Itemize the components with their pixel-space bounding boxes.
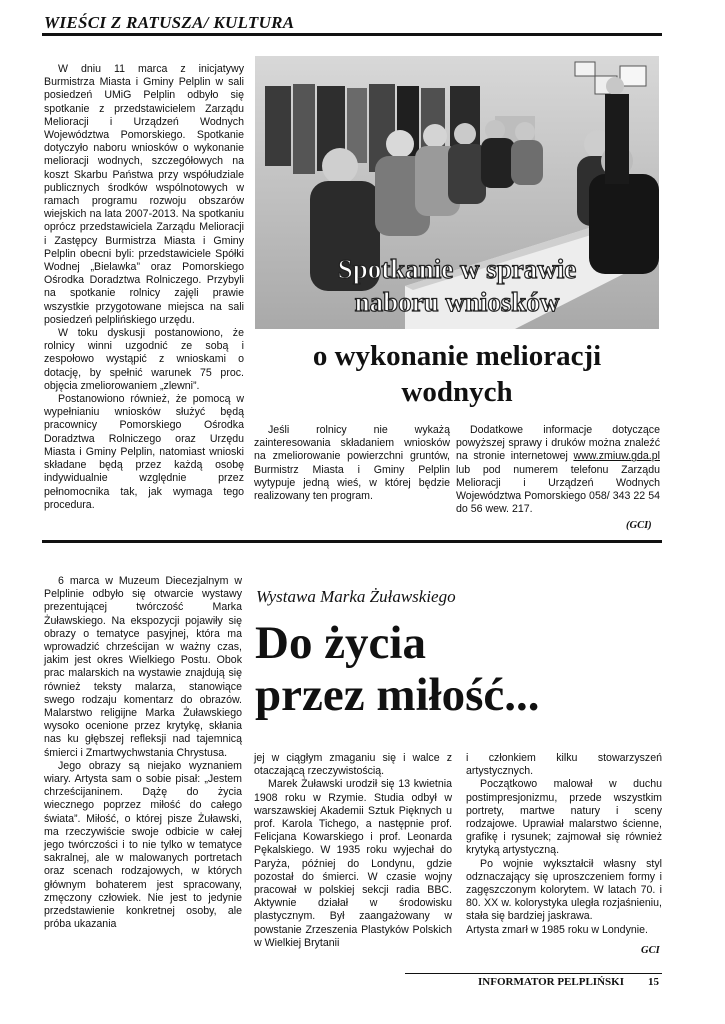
meeting-photo [255, 56, 659, 329]
text: Dodatkowe informacje dotyczące powyższej sprawy i druków można znaleźć na stronie internetowej [456, 424, 660, 463]
title-line1: Do życia [255, 617, 426, 669]
article2-signature: GCI [641, 945, 660, 956]
photo-caption-line2: naboru wniosków [354, 287, 560, 317]
publication-name: INFORMATOR PELPLIŃSKI [478, 976, 624, 988]
article1-headline [255, 338, 659, 410]
page-number: 15 [648, 976, 659, 988]
paragraph: Początkowo malował w duchu postimpresjonizmu, przede wszystkim portrety, martwe natury i sceny rodzajowe. Uprawiał malarstwo ścienne, grafikę i rysunek; zajmował się również krytyką artystyczną. [466, 778, 662, 857]
paragraph: W dniu 11 marca z inicjatywy Burmistrza Miasta i Gminy Pelplin w sali posiedzeń UMiG Pelplin odbyło się spotkanie z przedstawicielem Zarządu Melioracji i Urządzeń Wodnych Województwa Pomorskiego. Spotkanie dotyczyło naboru wniosków o wykonanie melioracji wodnych, szczegółowych na koszt Skarbu Państwa przy współudziale publicznych środków wspólnotowych w ramach programu rozwoju obszarów wiejskich na lata 2007-2013. Na spotkaniu oprócz przedstawiciela Zarządu Melioracji i Zastępcy Burmistrza Miasta i Gminy Pelplin obecni byli: przedstawiciele Spółki Wodnej „Bielawka” oraz Pomorskiego Ośrodka Doradztwa Rolniczego. Przybyli na spotkanie rolnicy zajęli prawie wszystkie przygotowane miejsca na sali posiedzeń pelplińskiego urzędu. [44, 63, 244, 326]
section-title: WIEŚCI Z RATUSZA/ KULTURA [44, 13, 295, 32]
title-line2: przez miłość... [255, 669, 540, 721]
text: lub pod numerem telefonu Zarządu Melioracji i Urządzeń Wodnych Województwa Pomorskiego 058/ 343 22 54 do 56 wew. 217. [456, 463, 660, 516]
section-divider [42, 540, 662, 543]
article2-right-column [466, 752, 662, 937]
article2-left-column [44, 575, 242, 931]
paragraph: Artysta zmarł w 1985 roku w Londynie. [466, 923, 648, 936]
article1-signature: (GCI) [626, 520, 652, 531]
headline-line1: o wykonanie melioracji [312, 340, 602, 372]
paragraph: jej w ciągłym zmaganiu się i walce z otaczającą rzeczywistością. [254, 752, 452, 778]
paragraph: Postanowiono również, że pomocą w wypełnianiu wniosków służyć będą pracownicy Pomorskiego Ośrodka Doradztwa Rolniczego oraz Urzędu Miasta i Gminy Pelplin, natomiast wnioski składane będą przez każdą osobę indywidualnie względnie przez pełnomocnika tak, jak wymaga tego procedura. [44, 393, 244, 511]
paragraph: i członkiem kilku stowarzyszeń artystycznych. [466, 752, 662, 778]
article1-middle-column [254, 424, 450, 503]
headline-line2: wodnych [401, 376, 513, 408]
paragraph: W toku dyskusji postanowiono, że rolnicy winni uzgodnić ze sobą i zespołowo wystąpić z wnioskami o dotację, by spełnić warunek 75 proc. objęcia zmeliorowaniem „zlewni”. [44, 327, 244, 392]
article1-left-column [44, 63, 244, 512]
paragraph: Po wojnie wykształcił własny styl odznaczający się uproszczeniem formy i zagęszczonym kolorytem. W latach 70. i 80. XX w. kolorystyka uległa rozjaśnieniu, stała się bardziej jaskrawa. [466, 857, 662, 923]
paragraph [456, 424, 660, 516]
photo-caption-line1: Spotkanie w sprawie [337, 254, 577, 284]
paragraph: 6 marca w Muzeum Diecezjalnym w Pelplinie odbyło się otwarcie wystawy prezentującej twórczość Marka Żuławskiego. Na ekspozycji pojawiły się obrazy o tematyce pasyjnej, która ma wprowadzić chrześcijan w ważny czas, jakim jest okres Wielkiego Postu. Obok prac malarskich na wystawie znajdują się również teksty malarza, stanowiące swego rodzaju komentarz do obrazów. Malarstwo religijne Marka Żuławskiego wysoko ocenione przez krytykę, skłania nas ku głębszej refleksji nad tajemnicą śmierci i Zmartwychwstania Chrystusa. [44, 575, 242, 759]
website-link[interactable]: www.zmiuw.gda.pl [573, 450, 660, 463]
paragraph: Marek Żuławski urodził się 13 kwietnia 1908 roku w Rzymie. Studia odbył w warszawskiej Akademii Sztuk Pięknych u prof. Karola Tichego, a następnie prof. Felicjana Kowarskiego i prof. Leonarda Pękalskiego. W 1935 roku wyjechał do Paryża, później do Londynu, gdzie pozostał do śmierci. W czasie wojny pracował w polskiej sekcji radia BBC. Aktywnie działał w środowisku plastycznym. Był zaangażowany w powstanie Zrzeszenia Plastyków Polskich w Wielkiej Brytanii [254, 778, 452, 949]
top-rule [42, 33, 662, 36]
footer-rule [405, 973, 662, 974]
paragraph: Jeśli rolnicy nie wykażą zainteresowania składaniem wniosków na zmeliorowanie powierzchni gruntów, Burmistrz Miasta i Gminy Pelplin wytypuje jedną wieś, w której będzie realizowany ten program. [254, 424, 450, 503]
article1-right-column [456, 424, 660, 516]
article2-middle-column [254, 752, 452, 950]
article2-title [255, 617, 540, 721]
article2-subtitle: Wystawa Marka Żuławskiego [256, 587, 456, 606]
paragraph: Jego obrazy są niejako wyznaniem wiary. Artysta sam o sobie pisał: „Jestem chrześcijaninem. Dążę do życia wiecznego poprzez miłość do całego świata”. Miłość, o której pisze Żuławski, ma rzeczywiście swoje odbicie w całej jego twórczości i to nie tylko w tematyce sakralnej, ale w malowanych portretach oraz scenach rodzajowych, w których głównym bohaterem jest spracowany, zmęczony człowiek. Nie jest to jedynie przedstawienie konkretnej osoby, ale próba ukazania [44, 759, 242, 931]
